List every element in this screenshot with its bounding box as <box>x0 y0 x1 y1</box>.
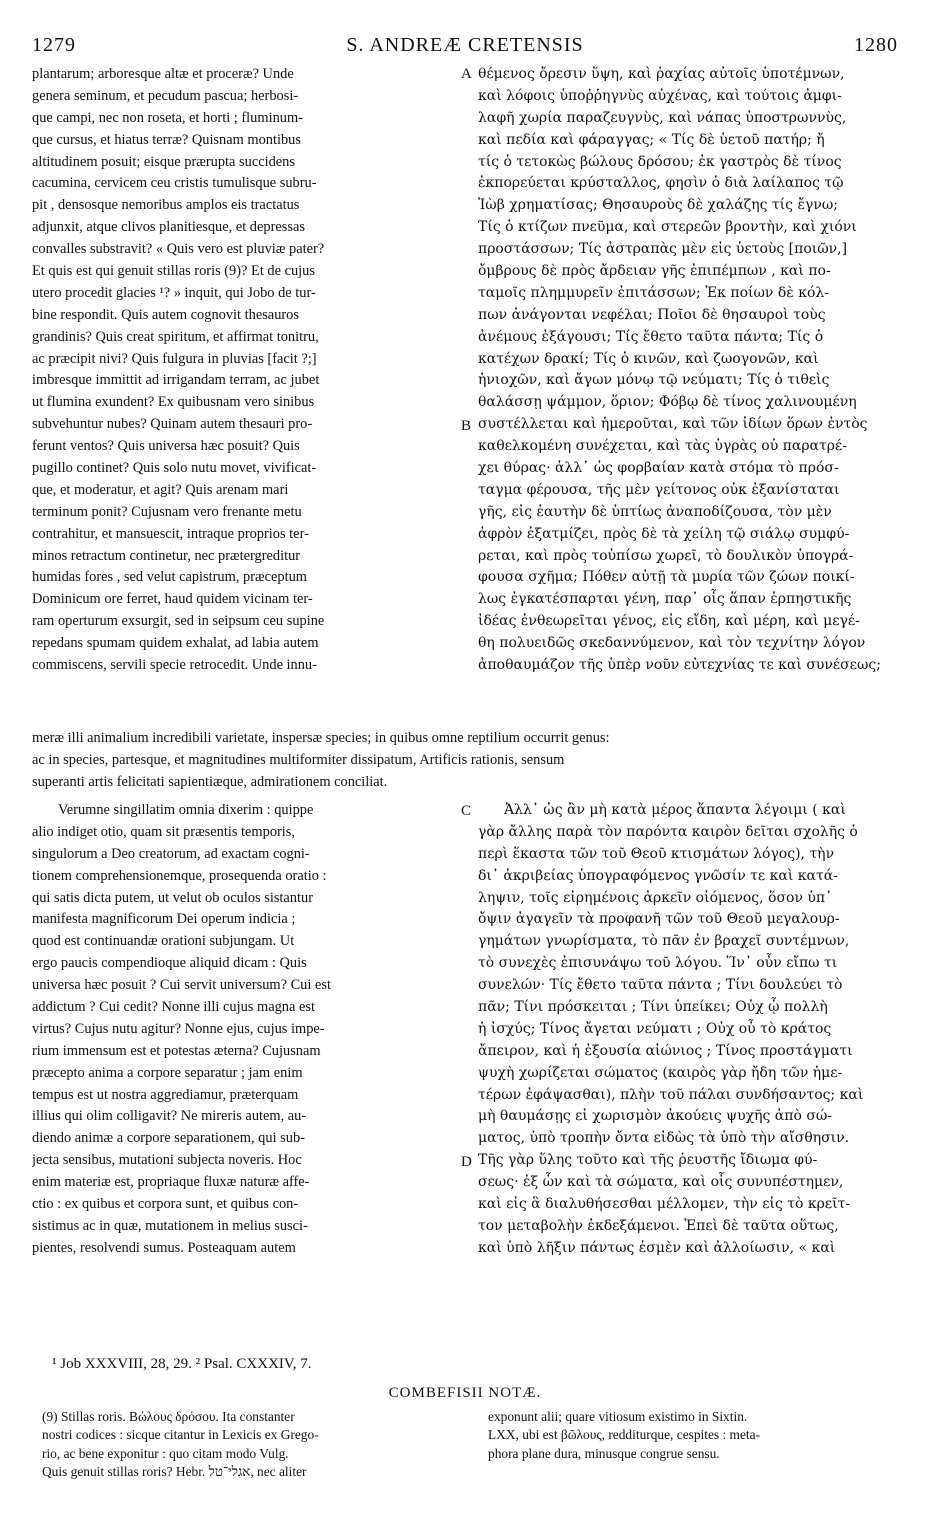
notes-title: COMBEFISII NOTÆ. <box>388 1385 542 1401</box>
latin-text-line: pientes, resolvendi sumus. Posteaquam autem <box>32 1239 296 1256</box>
latin-text-line: ctio : ex quibus et corpora sunt, et quibus con- <box>32 1196 299 1213</box>
greek-text-line: ἐκπορεύεται κρύσταλλος, φησὶν ὁ διὰ λαίλαπος τῷ <box>478 175 844 192</box>
greek-text-line: ἀφρὸν ἐξατμίζει, πρὸς δὲ τὰ χείλη τῷ σιάλῳ συμφύ- <box>478 525 850 542</box>
right-column-number: 1280 <box>854 34 898 56</box>
greek-text-line: ἡ ἰσχύς; Τίνος ἄγεται νεύματι ; Οὐχ οὗ τὸ κράτος <box>478 1020 832 1037</box>
latin-text-line: ergo paucis compendioque aliquid dicam : Quis <box>32 955 307 972</box>
latin-text-line: contrahitur, et mansuescit, intraque proprios ter- <box>32 525 309 542</box>
latin-text-line: que cursus, et hiatus terræ? Quisnam montibus <box>32 131 301 148</box>
greek-text-line: καὶ ὑπὸ λῆξιν πάντως ἐσμὲν καὶ ἀλλοίωσιν, « καὶ <box>478 1239 836 1256</box>
greek-text-line: ληψιν, τοῖς εἰρημένοις ἀρκεῖν οἰόμενος, ὅσον ὑπ᾽ <box>478 889 833 906</box>
scripture-footnotes: ¹ Job XXXVIII, 28, 29. ² Psal. CXXXIV, 7. <box>52 1356 312 1372</box>
latin-text-line: singulorum a Deo creatorum, ad exactam cogni- <box>32 845 310 862</box>
latin-text-line: jecta sensibus, mutationi subjecta noveris. Hoc <box>32 1152 302 1169</box>
latin-text-line: pit , densosque nemoribus amplos eis tractatus <box>32 197 300 214</box>
greek-text-line: σεως· ἐξ ὧν καὶ τὰ σώματα, καὶ οἷς συνυπέστημεν, <box>478 1174 844 1191</box>
latin-text-line: utero procedit glacies ¹? » inquit, qui Jobo de tur- <box>32 284 316 301</box>
latin-text-line: imbresque immittit ad irrigandam terram, ac jubet <box>32 372 320 389</box>
notes-left-column <box>42 1408 462 1481</box>
greek-text-line: γὰρ ἄλλης παρὰ τὸν παρόντα καιρὸν δεῖται σχολῆς ὁ <box>478 823 858 840</box>
latin-text-line: tempus est ut nostra aggrediamur, præterquam <box>32 1086 299 1103</box>
latin-text-line: virtus? Cujus nutu agitur? Nonne ejus, cujus impe- <box>32 1020 325 1037</box>
latin-text-line: plantarum; arboresque altæ et proceræ? Unde <box>32 66 294 82</box>
latin-text-line: rium immensum est et potestas æterna? Cujusnam <box>32 1042 321 1059</box>
latin-text-line: convalles substravit? « Quis vero est pluviæ pater? <box>32 241 325 258</box>
latin-text-line: altitudinem posuit; eisque prærupta succidens <box>32 153 295 170</box>
greek-text-line: λαφῆ χωρία παραζευγνὺς, καὶ νάπας ὑποστρωννὺς, <box>478 109 847 126</box>
latin-text-line: meræ illi animalium incredibili varietate, inspersæ species; in quibus omne reptilium occurrit genus: <box>32 730 610 746</box>
latin-column-top <box>32 64 457 677</box>
greek-text-line: ἀνέμους ἐξάγουσι; Τίς ἔθετο ταῦτα πάντα; Τίς ὁ <box>478 328 824 345</box>
latin-text-line: præcepto anima a corpore separatur ; jam enim <box>32 1064 303 1081</box>
greek-text-line: περὶ ἕκαστα τῶν τοῦ Θεοῦ κτισμάτων λόγος), τὴν <box>478 845 835 862</box>
greek-text-line: προστάσσων; Τίς ἀστραπὰς μὲν εἰς ὑετοὺς [ποιῶν,] <box>478 241 848 258</box>
greek-text-line: κατέχων δρακί; Τίς ὁ κινῶν, καὶ ζωογονῶν, καὶ <box>478 350 819 367</box>
greek-text-line: πᾶν; Τίνι πρόσκειται ; Τίνι ὑπείκει; Οὐχ ᾧ πολλὴ <box>478 999 828 1016</box>
latin-text-line: enim materiæ est, propriaque fluxæ naturæ affe- <box>32 1174 310 1191</box>
latin-text-line: commiscens, servili specie retrocedit. Unde innu- <box>32 657 317 674</box>
greek-text-line: συνελών· Τίς ἔθετο ταῦτα πάντα ; Τίνι δουλεύει τὸ <box>478 977 843 994</box>
greek-text-line: Ἀλλ᾽ ὡς ἂν μὴ κατὰ μέρος ἅπαντα λέγοιμι ( καὶ <box>504 802 846 818</box>
greek-text-line: καὶ πεδία καὶ φάραγγας; « Τίς δὲ ὑετοῦ πατήρ; ἤ <box>478 131 825 148</box>
greek-text-line: ἡνιοχῶν, καὶ ἄγων μόνῳ τῷ νεύματι; Τίς ὁ τιθεὶς <box>478 372 830 389</box>
greek-text-line: Τίς ὁ κτίζων πνεῦμα, καὶ στερεῶν βροντὴν, καὶ χιόνι <box>478 219 857 236</box>
greek-text-line: καὶ λόφοις ὑποῤῥηγνὺς αὐχένας, καὶ τούτοις ἀμφι- <box>478 87 842 104</box>
latin-text-line: que, et moderatur, et agit? Quis arenam mari <box>32 481 289 498</box>
latin-text-line: repedans spumam quidem exhalat, ad labia autem <box>32 635 319 652</box>
latin-text-line: sistimus ac in quæ, mutationem in melius susci- <box>32 1217 308 1234</box>
latin-text-line: humidas fores , sed velut capistrum, præceptum <box>32 569 307 586</box>
latin-text-line: addictum ? Cui cedit? Nonne illi cujus magna est <box>32 999 315 1016</box>
latin-text-line: Dominicum ore ferret, haud quidem vicinam ter- <box>32 591 313 608</box>
latin-text-line: bine respondit. Quis autem cognovit thesauros <box>32 306 299 323</box>
greek-text-line: ἄπειρον, καὶ ἡ ἐξουσία αἰώνιος ; Τίνος προστάγματι <box>478 1042 853 1059</box>
latin-column-bottom <box>32 800 457 1260</box>
greek-text-line: θέμενος ὄρεσιν ὕψη, καὶ ῥαχίας αὐτοῖς ὑποτέμνων, <box>478 66 845 82</box>
greek-text-line: ματος, ὑπὸ τροπὴν ὄντα εἰδὼς τὰ ὑπὸ τὴν αἴσθησιν. <box>478 1130 850 1147</box>
greek-text-line: Ἰὼβ χρηματίσας; Θησαυροὺς δὲ χαλάζης τίς ἔγνω; <box>478 197 838 214</box>
latin-text-line: ac in species, partesque, et magnitudines multiformiter dissipatum, Artificis rationis, sensum <box>32 751 565 768</box>
greek-text-line: τον μεταβολὴν ἐκδεξάμενοι. Ἐπεὶ δὲ ταῦτα οὕτως, <box>478 1217 839 1234</box>
greek-text-line: μὴ θαυμάσῃς εἰ χωρισμὸν ἀκούεις ψυχῆς ἀπὸ σώ- <box>478 1108 833 1125</box>
latin-full-width-continuation <box>32 728 900 794</box>
greek-text-line: Τῆς γὰρ ὕλης τοῦτο καὶ τῆς ῥευστῆς ἴδιωμα φύ- <box>478 1152 818 1169</box>
note-text-line: nostri codices : sicque citantur in Lexicis ex Grego- <box>42 1427 319 1443</box>
latin-text-line: que campi, nec non roseta, et horti ; fluminum- <box>32 109 303 126</box>
latin-text-line: adjunxit, atque clivos planitiesque, et depressas <box>32 219 305 236</box>
greek-text-line: γημάτων γνωρίσματα, τὸ πᾶν ἐν βραχεῖ συντέμνων, <box>478 933 850 950</box>
latin-text-line: ut flumina exundent? Ex quibusnam vero sinibus <box>32 394 315 411</box>
greek-text-line: ἰδέας ἐνθεωρεῖται γένος, εἰς εἴδη, καὶ μέρη, καὶ μεγέ- <box>478 613 860 630</box>
notes-right-column <box>488 1408 898 1463</box>
greek-text-line: πων ἀνάγονται νεφέλαι; Ποῖοι δὲ θησαυροὶ τοὺς <box>478 306 826 323</box>
latin-text-line: superanti artis felicitati sapientiæque, admirationem conciliat. <box>32 773 388 790</box>
greek-text-line: συστέλλεται καὶ ἡμεροῦται, καὶ τῶν ἰδίων ὅρων ἐντὸς <box>478 416 868 433</box>
margin-marker-c: C <box>461 803 472 819</box>
greek-text-line: καθελκομένη συνέχεται, καὶ τὰς ὑγρὰς οὐ παρατρέ- <box>478 438 847 455</box>
greek-text-line: ρεται, καὶ πρὸς τοὐπίσω χωρεῖ, τὸ δουλικὸν ὑπογρά- <box>478 547 854 564</box>
greek-text-line: δι᾽ ἀκριβείας ὑπογραφόμενος γνῶσίν τε καὶ κατά- <box>478 867 838 884</box>
margin-marker-d: D <box>461 1154 472 1170</box>
greek-text-line: λως ἐγκατέσπαρται γένη, παρ᾽ οἷς ἅπαν ἑρπηστικῆς <box>478 591 852 608</box>
latin-text-line: diendo animæ a corpore separationem, qui sub- <box>32 1130 305 1147</box>
greek-column-bottom <box>478 800 900 1260</box>
note-text-line: (9) Stillas roris. Βώλους δρόσου. Ita constanter <box>42 1409 295 1424</box>
latin-text-line: cacumina, cervicem ceu cristis tumulisque subru- <box>32 175 317 192</box>
latin-text-line: ram operturum exsurgit, sed in seipsum ceu supine <box>32 613 325 630</box>
latin-text-line: grandinis? Quis creat spiritum, et affirmat tonitru, <box>32 328 319 345</box>
latin-text-line: pugillo continet? Quis solo nutu movet, vivificat- <box>32 460 317 477</box>
greek-text-line: γῆς, εἰς ἑαυτὴν δὲ ὑπτίως ἀναποδίζουσα, τὸν μὲν <box>478 503 832 520</box>
latin-text-line: universa hæc posuit ? Cui servit universum? Cui est <box>32 977 331 994</box>
margin-marker-a: A <box>461 66 472 82</box>
latin-text-line: tionem comprehensionemque, prosequenda oratio : <box>32 867 327 884</box>
latin-text-line: Verumne singillatim omnia dixerim : quippe <box>58 802 314 818</box>
latin-text-line: subvehuntur nubes? Quinam autem thesauri pro- <box>32 416 313 433</box>
greek-text-line: καὶ εἰς ἃ διαλυθήσεσθαι μέλλομεν, τὴν εἰς τὸ κρεῖτ- <box>478 1196 851 1213</box>
greek-text-line: χει θύρας· ἀλλ᾽ ὡς φορβαίαν κατὰ στόμα τὸ πρόσ- <box>478 460 839 477</box>
latin-text-line: minos retractum continetur, nec prætergreditur <box>32 547 301 564</box>
latin-text-line: illius qui olim colligavit? Ne mireris autem, au- <box>32 1108 307 1125</box>
left-column-number: 1279 <box>32 34 76 56</box>
note-text-line: rio, ac bene exponitur : quo citam modo Vulg. <box>42 1445 289 1461</box>
latin-text-line: quod est continuandæ orationi subjungam. Ut <box>32 933 295 950</box>
greek-text-line: ὄμβρους δὲ πρὸς ἄρδειαν γῆς ἐπιπέμπων , καὶ πο- <box>478 263 831 280</box>
latin-text-line: ferunt ventos? Quis universa hæc posuit? Quis <box>32 438 300 455</box>
greek-text-line: θαλάσσῃ ψάμμον, ὅριον; Φόβῳ δὲ τίνος χαλινουμένη <box>478 394 857 411</box>
page-header <box>32 34 898 62</box>
greek-text-line: ταμοῖς πλημμυρεῖν ἐπιτάσσων; Ἐκ ποίων δὲ κόλ- <box>478 284 830 301</box>
note-text-line: exponunt alii; quare vitiosum existimo in Sixtin. <box>488 1409 748 1424</box>
note-text-line: phora plane dura, minusque congrue sensu. <box>488 1445 720 1461</box>
latin-text-line: Et quis est qui genuit stillas roris (9)? Et de cujus <box>32 263 315 280</box>
greek-text-line: ὄψιν ἀγαγεῖν τὰ προφανῆ τῶν τοῦ Θεοῦ μεγαλουρ- <box>478 911 840 928</box>
latin-text-line: genera seminum, et pecudum pascua; herbosi- <box>32 87 299 104</box>
latin-text-line: manifesta magnificorum Dei operum indicia ; <box>32 911 296 928</box>
margin-marker-b: B <box>461 418 472 434</box>
greek-text-line: ταγμα φέρουσα, τῆς μὲν γείτονος οὐκ ἐξανίσταται <box>478 481 840 498</box>
running-title: S. ANDREÆ CRETENSIS <box>346 34 584 56</box>
latin-text-line: terminum ponit? Cujusnam vero frenante metu <box>32 503 302 520</box>
note-text-line: LXX, ubi est βῶλους, redditurque, cespites : meta- <box>488 1427 761 1443</box>
greek-text-line: τέρων ἐφάψασθαι), πλὴν τοῦ πάλαι συνδήσαντος; καὶ <box>478 1086 864 1103</box>
greek-text-line: ἀποθαυμάζον τῆς ὑπὲρ νοῦν εὐτεχνίας τε καὶ συνέσεως; <box>478 657 881 674</box>
greek-column-top <box>478 64 900 677</box>
greek-text-line: ψυχὴ χωρίζεται σώματος (καιρὸς γὰρ ἤδη τῶν ἡμε- <box>478 1064 843 1081</box>
greek-text-line: φουσα σχῆμα; Πόθεν αὐτῇ τὰ μυρία τῶν ζώων ποικί- <box>478 569 855 586</box>
greek-text-line: τίς ὁ τετοκὼς βώλους δρόσου; ἐκ γαστρὸς δὲ τίνος <box>478 153 842 170</box>
latin-text-line: qui satis dicta putem, ut velut ob oculos sistantur <box>32 889 313 906</box>
greek-text-line: τὸ συνεχὲς ἐπισυνάψω τοῦ λόγου. Ἵν᾽ οὖν εἴπω τι <box>478 955 838 972</box>
greek-text-line: θη πολυειδῶς σκεδαννύμενον, καὶ τὸν τεχνίτην λόγον <box>478 635 866 652</box>
latin-text-line: alio indiget otio, quam sit præsentis temporis, <box>32 823 296 840</box>
note-text-line: Quis genuit stillas roris? Hebr. אגלי־טל, nec aliter <box>42 1463 307 1479</box>
latin-text-line: ac præcipit nivi? Quis fulgura in pluvias [facit ?;] <box>32 350 317 367</box>
